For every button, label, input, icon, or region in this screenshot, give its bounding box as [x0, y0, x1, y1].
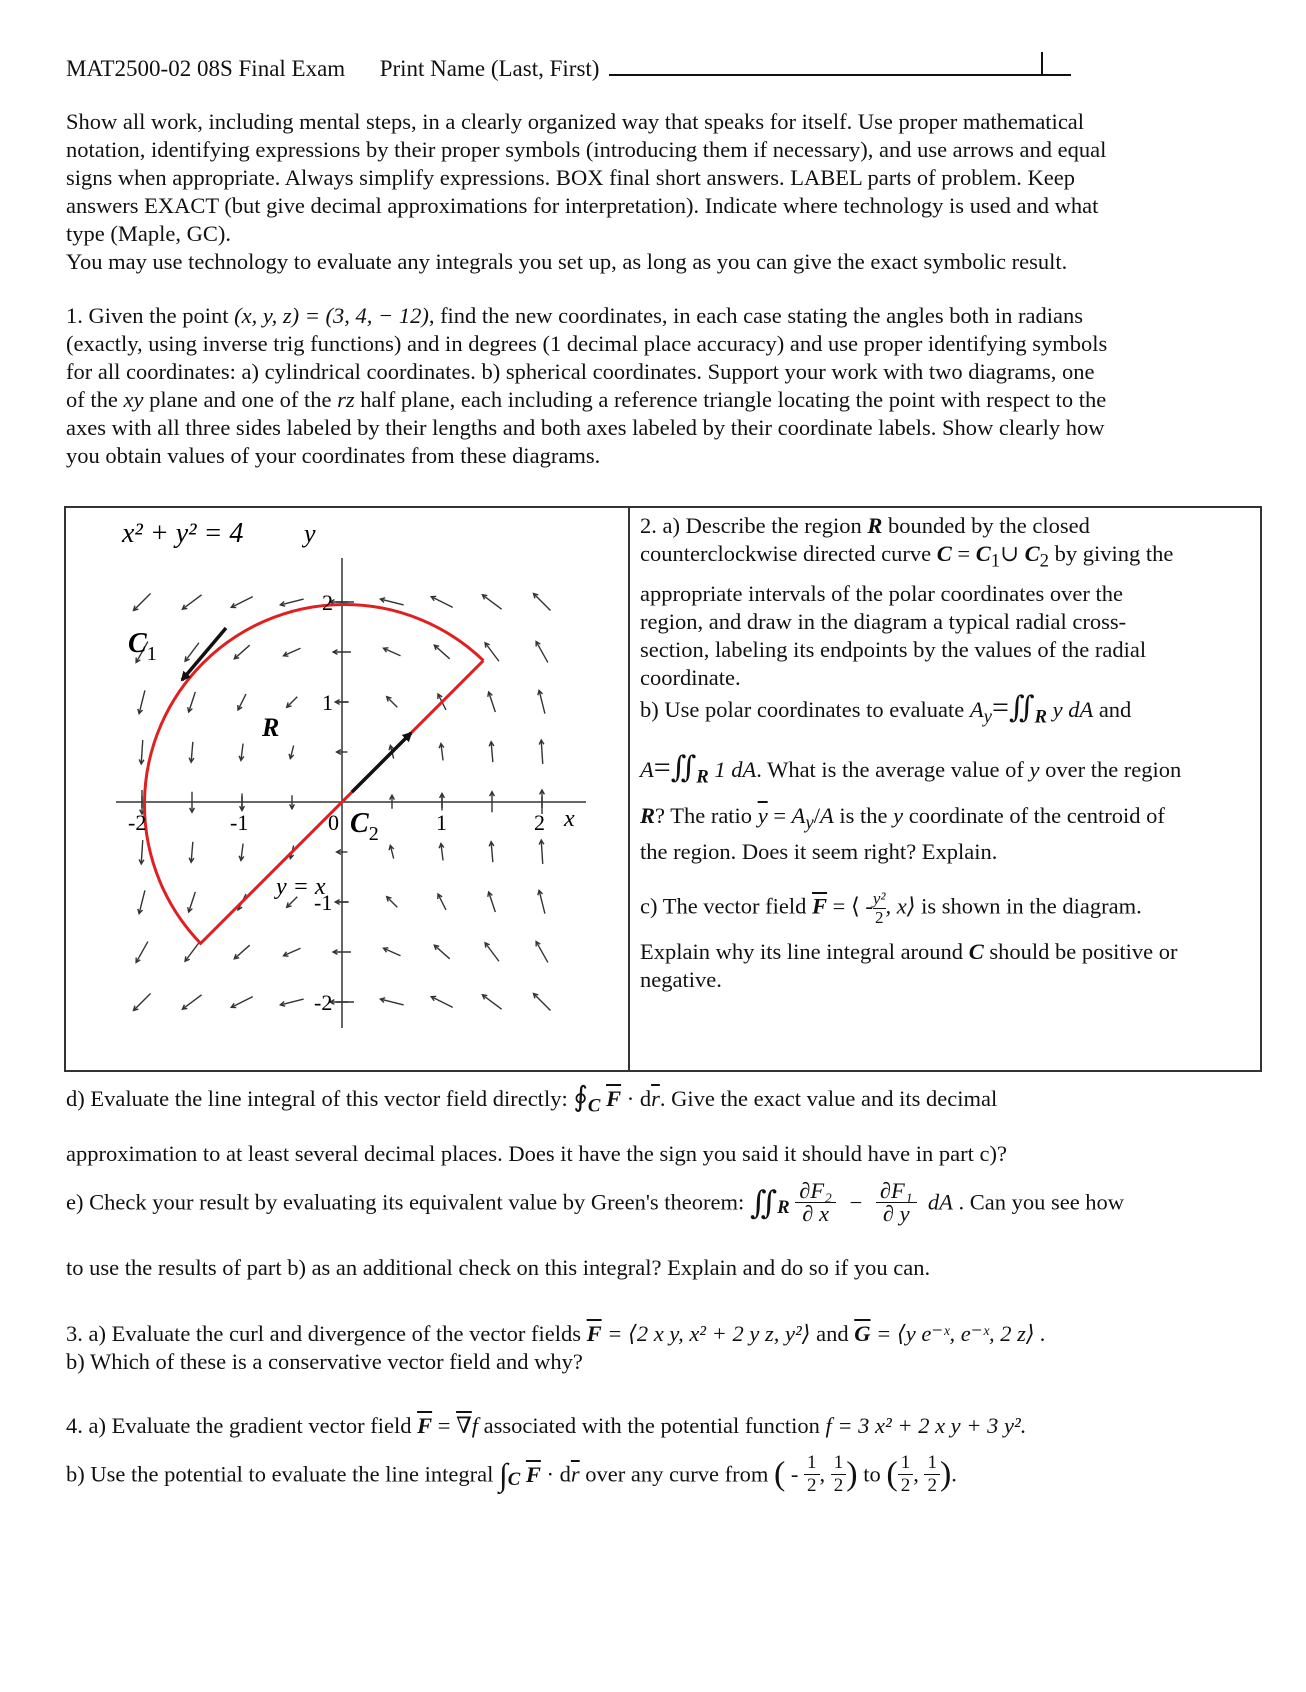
tick-label-x: -1 — [230, 810, 249, 835]
field-arrow — [541, 840, 542, 864]
question-3-line1: 3. a) Evaluate the curl and divergence of the vector fields $\overline{F}$ = ⟨2 x y, x² + 2 y z, y²⟩ and $\overline{G}$ = ⟨y e⁻ˣ, e⁻ˣ, 2 z⟩ . — [66, 1321, 1046, 1346]
tick-label-x: 0 — [328, 810, 339, 835]
part-e-line2: to use the results of part b) as an additional check on this integral? Explain and do so if you can. — [66, 1255, 931, 1280]
name-blank-line — [609, 52, 1041, 76]
instructions-line: notation, identifying expressions by their proper symbols (introducing them if necessary), and use arrows and equal — [66, 137, 1107, 162]
field-arrow — [431, 997, 452, 1008]
field-arrow — [182, 995, 201, 1009]
part-e-line1: e) Check your result by evaluating its equivalent value by Green's theorem: $∬_R$ $\frac{\text{∂F₂}}{\partial x}$ − $\frac{\text{∂F₁}}{\partial y}$ dA . Can you see how — [66, 1178, 1125, 1226]
q2a-line: region, and draw in the diagram a typical radial cross- — [640, 608, 1127, 634]
field-arrow — [234, 645, 249, 659]
c1-label: $C_1$ — [128, 628, 157, 665]
field-arrow — [185, 643, 199, 662]
field-arrow — [387, 697, 398, 708]
instructions-line: signs when appropriate. Always simplify expressions. BOX final short answers. LABEL parts of problem. Keep — [66, 165, 1075, 190]
q1-line: for all coordinates: a) cylindrical coordinates. b) spherical coordinates. Support your work with two diagrams, one — [66, 359, 1095, 384]
q2c-line3: negative. — [640, 967, 722, 992]
part-d-line1: d) Evaluate the line integral of this vector field directly: $∮_C$ $\overline{F} \cdot d\overline{r}$. Give the exact value and its decimal — [66, 1082, 998, 1117]
q2a-line: counterclockwise directed curve $C = C_1\cup$ $C_2$ by giving the — [640, 541, 1174, 572]
field-arrow — [231, 997, 252, 1008]
tick-label-x: 1 — [436, 810, 447, 835]
field-arrow — [482, 595, 501, 609]
q1-line: of the xy plane and one of the rz half plane, each including a reference triangle locating the point with respect to the — [66, 387, 1107, 412]
box-divider — [628, 508, 630, 1070]
instructions-line: You may use technology to evaluate any integrals you set up, as long as you can give the exact symbolic result. — [66, 249, 1068, 274]
tick-label-y: 2 — [322, 590, 333, 615]
line-equation: y = x — [276, 874, 326, 900]
circle-equation: x² + y² = 4 — [122, 518, 244, 549]
name-blank-tick — [1041, 52, 1071, 76]
exam-header — [66, 52, 1071, 83]
c2-label: $C_2$ — [350, 808, 379, 845]
field-arrow — [136, 942, 148, 963]
q1-line: you obtain values of your coordinates from these diagrams. — [66, 443, 601, 468]
q1-line: (exactly, using inverse trig functions) and in degrees (1 decimal place accuracy) and use proper identifying symbols — [66, 331, 1108, 356]
field-arrow — [536, 642, 548, 663]
q2b-line3: R? The ratio $\overline{y} = A_y/A$ is the y coordinate of the centroid of — [640, 803, 1165, 834]
field-arrow — [541, 740, 542, 764]
q2b-line4: the region. Does it seem right? Explain. — [640, 839, 998, 864]
tick-label-x: 2 — [534, 810, 545, 835]
x-axis-label: x — [564, 806, 575, 832]
field-arrow — [231, 597, 252, 608]
field-arrow — [431, 597, 452, 608]
instructions-line: answers EXACT (but give decimal approximations for interpretation). Indicate where technology is used and what — [66, 193, 1099, 218]
tick-label-y: -2 — [314, 990, 333, 1015]
field-arrow — [434, 645, 449, 659]
y-axis-label: y — [304, 519, 316, 548]
field-arrow — [534, 994, 551, 1011]
vector-field-diagram — [66, 508, 626, 1066]
field-arrow — [536, 942, 548, 963]
field-arrow — [287, 697, 298, 708]
q2a-line: section, labeling its endpoints by the values of the radial — [640, 636, 1147, 662]
question-2 — [640, 512, 1258, 692]
field-arrow — [141, 840, 142, 864]
instructions — [66, 108, 1266, 276]
question-3-line2: b) Which of these is a conservative vector field and why? — [66, 1349, 583, 1374]
field-arrow — [482, 995, 501, 1009]
field-arrow — [134, 994, 151, 1011]
course-title: MAT2500-02 08S Final Exam — [66, 56, 346, 81]
q2b-line2: $A=∬_R$ 1 dA. What is the average value of y over the region — [640, 751, 1182, 788]
field-arrow — [182, 595, 201, 609]
q2a-line: coordinate. — [640, 664, 741, 690]
field-arrow — [534, 594, 551, 611]
question-1 — [66, 302, 1266, 470]
tick-label-y: 1 — [322, 690, 333, 715]
q2b-line1: b) Use polar coordinates to evaluate $A_y=∬_R$ y dA and — [640, 691, 1132, 728]
c2-direction-arrow — [352, 733, 411, 792]
field-arrow — [185, 943, 199, 962]
name-label: Print Name (Last, First) — [379, 56, 600, 81]
q2c-line2: Explain why its line integral around C should be positive or — [640, 939, 1178, 964]
point-coordinates: (x, y, z) = (3, 4, − 12) — [234, 303, 429, 328]
field-arrow — [134, 594, 151, 611]
field-arrow — [387, 897, 398, 908]
instructions-line: Show all work, including mental steps, in a clearly organized way that speaks for itself. Use proper mathematical — [66, 109, 1085, 134]
q1-line: 1. Given the point (x, y, z) = (3, 4, − 12), find the new coordinates, in each case stating the angles both in radians — [66, 303, 1083, 328]
c1-direction-arrow — [182, 628, 226, 680]
q2a-line: 2. a) Describe the region R bounded by the closed — [640, 513, 1090, 538]
field-arrow — [485, 643, 499, 662]
field-arrow — [141, 740, 142, 764]
q2c-line1: c) The vector field $\overline{F}$ = ⟨ - $\frac{\text{y²}}{2}$ , x⟩ is shown in the diagram. — [640, 889, 1142, 927]
tick-label-x: -2 — [128, 810, 147, 835]
region-label: R — [262, 713, 280, 742]
part-d-line2: approximation to at least several decimal places. Does it have the sign you said it should have in part c)? — [66, 1141, 1007, 1166]
q1-line: axes with all three sides labeled by their lengths and both axes labeled by their coordinate labels. Show clearly how — [66, 415, 1105, 440]
field-arrow — [434, 945, 449, 959]
instructions-line: type (Maple, GC). — [66, 221, 231, 246]
field-arrow — [485, 943, 499, 962]
question-4-line1: 4. a) Evaluate the gradient vector field $\overline{F} = \nabla f$ associated with the potential function f = 3 x² + 2 x y + 3 y². — [66, 1413, 1027, 1438]
q2a-line: appropriate intervals of the polar coordinates over the — [640, 580, 1123, 606]
question-4-line2: b) Use the potential to evaluate the line integral $\int_C$ $\overline{F} \cdot d\overline{r}$ over any curve from ( - $\frac{1}{2}$ , $\frac{1}{2}$ ) to ( $\frac{1}{2}$ , $\frac{1}{2}$ ). — [66, 1452, 957, 1496]
tick-label-y: -1 — [314, 890, 333, 915]
field-arrow — [234, 945, 249, 959]
